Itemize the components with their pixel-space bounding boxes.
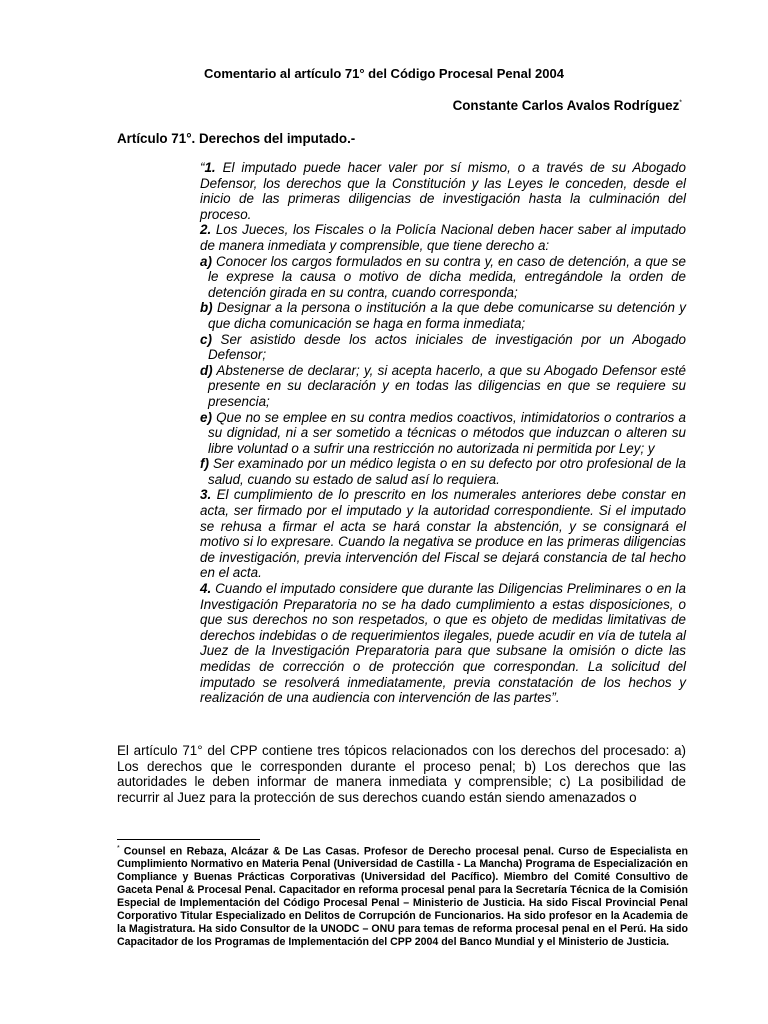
item-label: b) xyxy=(200,300,213,316)
author-footnote-mark: * xyxy=(679,99,682,107)
paragraph-text: El cumplimiento de lo prescrito en los numerales anteriores debe constar en acta, ser firmado por el imputado y la autoridad correspondiente. Si el imputado se rehusa a firmar el acta se hará constar la abstención, y se consignará el motivo si lo expresare. Cuando la negativa se produce en las primeras diligencias de investigación, previa intervención del Fiscal se dejará constancia de tal hecho en el acta. xyxy=(200,487,686,581)
paragraph-number: 4. xyxy=(200,581,212,597)
paragraph-text: Cuando el imputado considere que durante las Diligencias Preliminares o en la Investigación Preparatoria no se ha dado cumplimiento a estas disposiciones, o que sus derechos no son respetados, o que es objeto de medidas limitativas de derechos indebidas o de requerimientos ilegales, puede acudir en vía de tutela al Juez de la Investigación Preparatoria para que subsane la omisión o dicte las medidas de corrección o de protección que correspondan. La solicitud del imputado se resolverá inmediatamente, previa constatación de los hechos y realización de una audiencia con intervención de las partes xyxy=(200,581,686,706)
list-item-e xyxy=(200,410,686,457)
list-item-d xyxy=(200,363,686,410)
list-item-f xyxy=(200,456,686,487)
quote-open-mark: “ xyxy=(200,160,205,175)
item-text: Que no se emplee en su contra medios coactivos, intimidatorios o contrarios a su dignidad, ni a ser sometido a técnicas o métodos que induzcan o alteren su libre voluntad o a sufrir una restricción no autorizada ni permitida por Ley; y xyxy=(208,409,686,456)
list-item-a xyxy=(200,254,686,301)
item-label: d) xyxy=(200,362,213,378)
quote-paragraph-3 xyxy=(200,487,686,581)
quote-paragraph-2 xyxy=(200,222,686,253)
list-item-b xyxy=(200,300,686,331)
commentary-paragraph: El artículo 71° del CPP contiene tres tópicos relacionados con los derechos del procesado: a) Los derechos que le corresponden durante el proceso penal; b) Los derechos que las autoridades le deben informar de manera inmediata y comprensible; c) La posibilidad de recurrir al Juez para la protección de sus derechos cuando están siendo amenazados o xyxy=(117,743,686,805)
item-text: Ser asistido desde los actos iniciales de investigación por un Abogado Defensor; xyxy=(208,331,686,363)
paragraph-number: 1. xyxy=(204,160,216,175)
item-text: Conocer los cargos formulados en su contra y, en caso de detención, a que se le exprese la causa o motivo de dicha medida, entregándole la orden de detención girada en su contra, cuando corresponda; xyxy=(208,253,686,300)
paragraph-text: Los Jueces, los Fiscales o la Policía Nacional deben hacer saber al imputado de manera inmediata y comprensible, que tiene derecho a: xyxy=(200,222,686,253)
item-label: c) xyxy=(200,331,212,347)
item-label: f) xyxy=(200,456,209,472)
author-name-text: Constante Carlos Avalos Rodríguez xyxy=(452,98,680,113)
article-quote xyxy=(200,160,686,706)
quote-paragraph-4 xyxy=(200,581,686,706)
paragraph-number: 3. xyxy=(200,487,212,503)
item-text: Abstenerse de declarar; y, si acepta hacerlo, a que su Abogado Defensor esté presente en su declaración y en todas las diligencias en que se requiere su presencia; xyxy=(208,362,686,409)
quote-close-mark: ”. xyxy=(551,690,560,706)
footnote-divider xyxy=(117,839,260,840)
item-text: Ser examinado por un médico legista o en su defecto por otro profesional de la salud, cuando su estado de salud así lo requiera. xyxy=(208,456,686,487)
article-heading: Artículo 71°. Derechos del imputado.- xyxy=(117,131,356,146)
quote-paragraph-1 xyxy=(200,160,686,222)
item-label: a) xyxy=(200,253,212,269)
list-item-c xyxy=(200,332,686,363)
footnote-text: Counsel en Rebaza, Alcázar & De Las Casas. Profesor de Derecho procesal penal. Curso de Especialista en Cumplimiento Normativo en Materia Penal (Universidad de Castilla - La Mancha) Programa de Especialización en Compliance y Buenas Prácticas Corporativas (Universidad del Pacífico). Miembro del Comité Consultivo de Gaceta Penal & Procesal Penal. Capacitador en reforma procesal penal para la Secretaría Técnica de la Comisión Especial de Implementación del Código Procesal Penal – Ministerio de Justicia. Ha sido Fiscal Provincial Penal Corporativo Titular Especializado en Delitos de Corrupción de Funcionarios. Ha sido profesor en la Academia de la Magistratura. Ha sido Consultor de la UNODC – ONU para temas de reforma procesal penal en el Perú. Ha sido Capacitador de los Programas de Implementación del CPP 2004 del Banco Mundial y el Ministerio de Justicia. xyxy=(117,845,688,948)
author-footnote xyxy=(117,843,688,949)
item-text: Designar a la persona o institución a la que debe comunicarse su detención y que dicha comunicación se haga en forma inmediata; xyxy=(208,300,686,331)
footnote-mark: * xyxy=(117,845,120,852)
author-name xyxy=(453,98,682,113)
document-title: Comentario al artículo 71° del Código Procesal Penal 2004 xyxy=(204,66,564,81)
paragraph-number: 2. xyxy=(200,222,212,238)
item-label: e) xyxy=(200,409,212,425)
paragraph-text: El imputado puede hacer valer por sí mismo, o a través de su Abogado Defensor, los derechos que la Constitución y las Leyes le conceden, desde el inicio de las primeras diligencias de investigación hasta la culminación del proceso. xyxy=(200,160,686,222)
